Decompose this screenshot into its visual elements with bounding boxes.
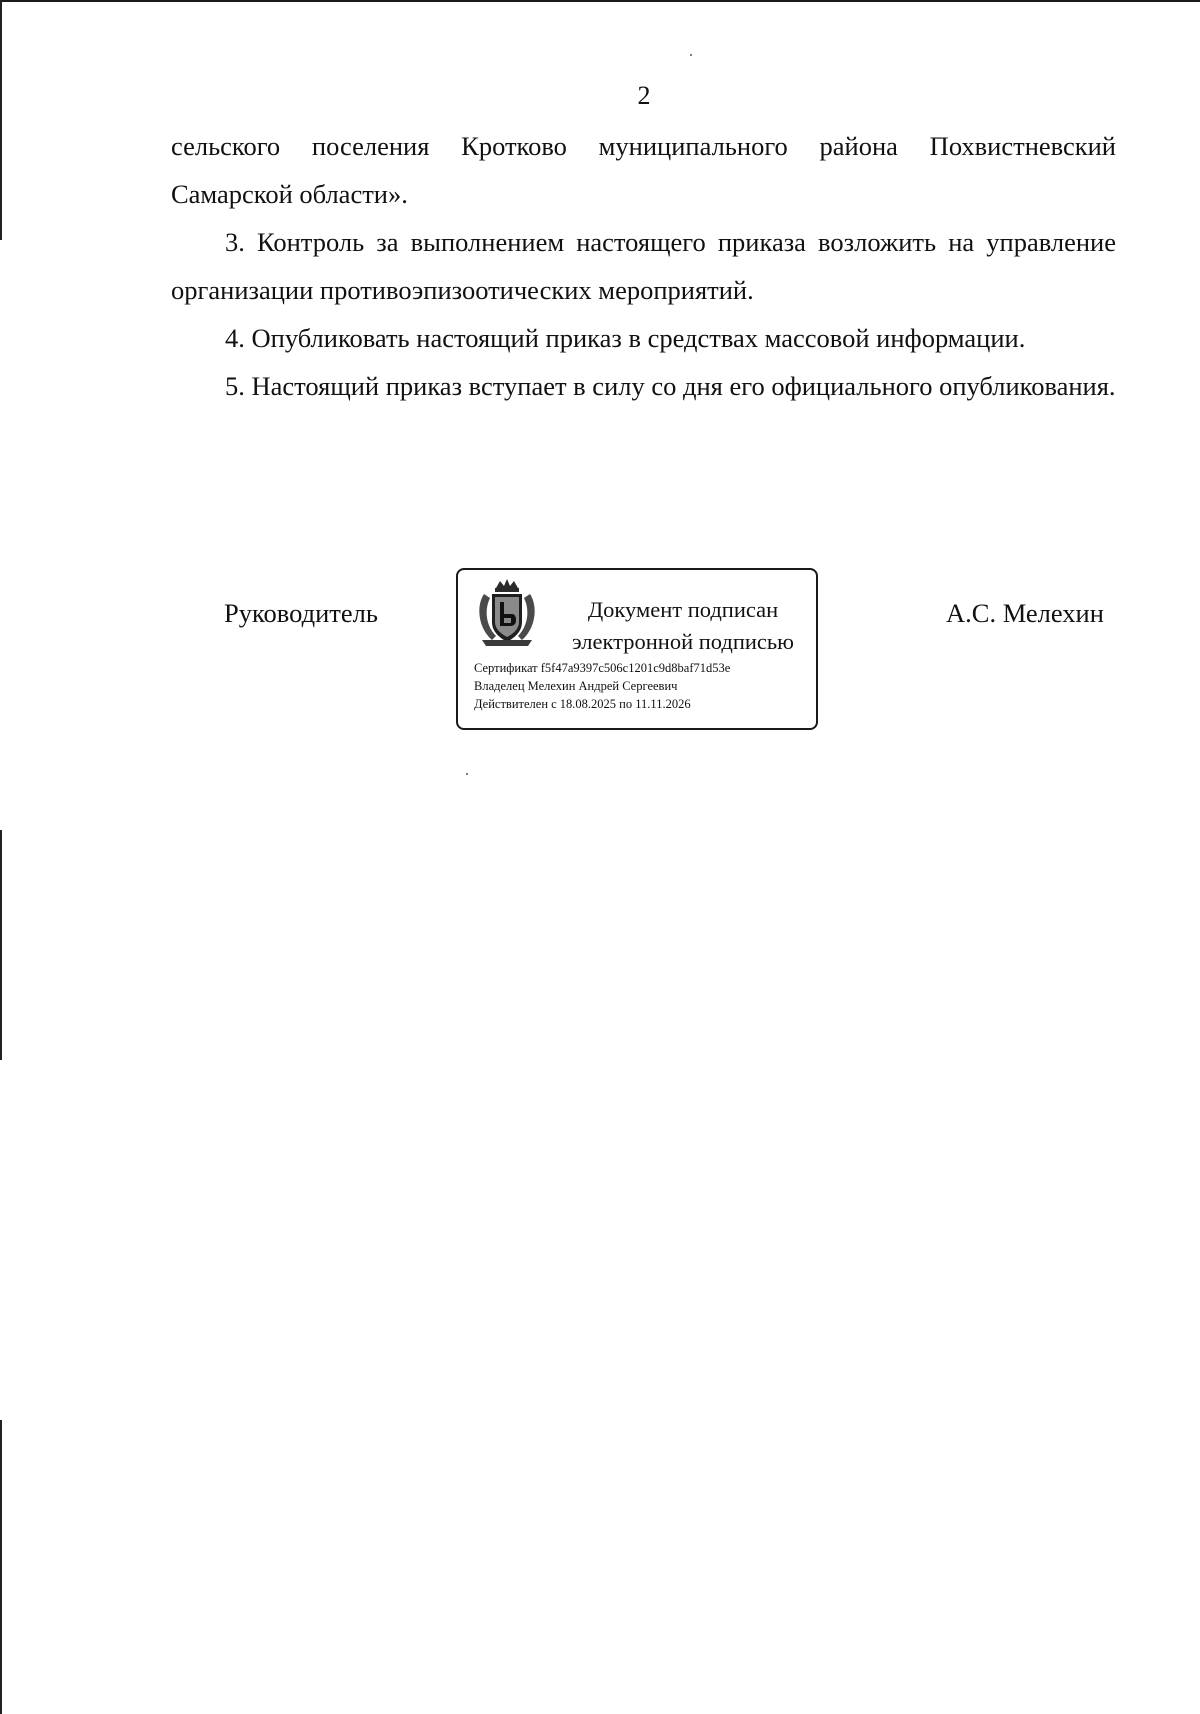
scan-top-border <box>0 0 1200 2</box>
paragraph-continuation: сельского поселения Кротково муниципального района Похвистневский Самарской области». <box>171 131 1116 209</box>
certificate-validity: Действителен с 18.08.2025 по 11.11.2026 <box>474 697 691 711</box>
stamp-details <box>474 659 730 713</box>
scan-left-edge <box>0 1420 2 1714</box>
signature-block <box>0 568 1200 734</box>
electronic-signature-stamp <box>456 568 818 730</box>
document-body <box>171 122 1116 410</box>
signer-position: Руководитель <box>224 598 378 628</box>
coat-of-arms-icon <box>474 578 540 648</box>
scan-speck <box>690 54 692 56</box>
signer-name: А.С. Мелехин <box>946 598 1104 628</box>
scan-left-edge <box>0 0 2 240</box>
certificate-number: Сертификат f5f47a9397c506c1201c9d8baf71d53e <box>474 661 731 675</box>
paragraph-item-5: 5. Настоящий приказ вступает в силу со дня его официального опубликования. <box>225 371 1116 401</box>
stamp-heading <box>558 594 808 658</box>
paragraph-item-3: 3. Контроль за выполнением настоящего приказа возложить на управление организации противоэпизоотических мероприятий. <box>171 227 1116 305</box>
stamp-heading-line: Документ подписан <box>587 597 779 622</box>
stamp-heading-line: электронной подписью <box>572 629 794 654</box>
scan-left-edge <box>0 830 2 1060</box>
page-number: 2 <box>637 81 651 110</box>
certificate-owner: Владелец Мелехин Андрей Сергеевич <box>474 679 678 693</box>
paragraph-item-4: 4. Опубликовать настоящий приказ в средствах массовой информации. <box>225 323 1026 353</box>
scan-speck <box>466 773 468 775</box>
